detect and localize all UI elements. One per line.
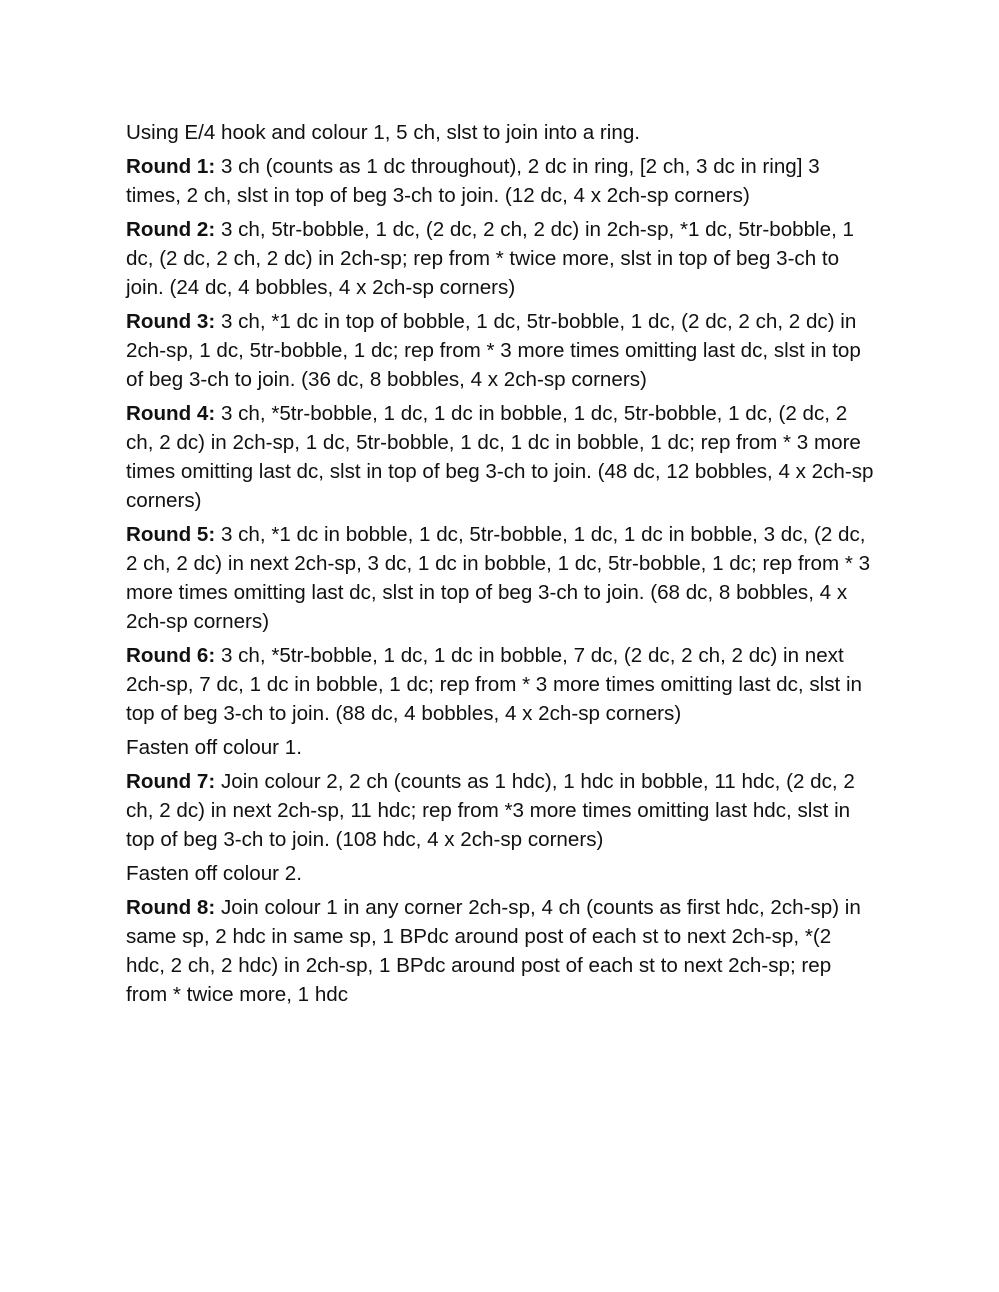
fasten-off-colour-2 [126, 859, 874, 888]
round-label: Round 6: [126, 644, 216, 667]
round-4-paragraph [126, 399, 874, 515]
paragraph-text: 3 ch, *5tr-bobble, 1 dc, 1 dc in bobble, 1 dc, 5tr-bobble, 1 dc, (2 dc, 2 ch, 2 dc) in 2ch-sp, 1 dc, 5tr-bobble, 1 dc, 1 dc in bobble, 1 dc; rep from * 3 more times omitting last dc, slst in top of beg 3-ch to join. (48 dc, 12 bobbles, 4 x 2ch-sp corners) [126, 402, 874, 512]
paragraph-text: Using E/4 hook and colour 1, 5 ch, slst to join into a ring. [126, 121, 640, 144]
round-8-paragraph [126, 893, 874, 1009]
paragraph-text: Join colour 2, 2 ch (counts as 1 hdc), 1 hdc in bobble, 11 hdc, (2 dc, 2 ch, 2 dc) in next 2ch-sp, 11 hdc; rep from *3 more times omitting last hdc, slst in top of beg 3-ch to join. (108 hdc, 4 x 2ch-sp corners) [126, 770, 855, 851]
intro-paragraph [126, 118, 874, 147]
round-2-paragraph [126, 215, 874, 302]
paragraph-text: 3 ch, *5tr-bobble, 1 dc, 1 dc in bobble, 7 dc, (2 dc, 2 ch, 2 dc) in next 2ch-sp, 7 dc, 1 dc in bobble, 1 dc; rep from * 3 more times omitting last dc, slst in top of beg 3-ch to join. (88 dc, 4 bobbles, 4 x 2ch-sp corners) [126, 644, 862, 725]
round-label: Round 8: [126, 896, 216, 919]
round-6-paragraph [126, 641, 874, 728]
round-label: Round 1: [126, 155, 216, 178]
round-label: Round 3: [126, 310, 216, 333]
paragraph-text: Fasten off colour 2. [126, 862, 302, 885]
paragraph-text: 3 ch, *1 dc in bobble, 1 dc, 5tr-bobble, 1 dc, 1 dc in bobble, 3 dc, (2 dc, 2 ch, 2 dc) in next 2ch-sp, 3 dc, 1 dc in bobble, 1 dc, 5tr-bobble, 1 dc; rep from * 3 more times omitting last dc, slst in top of beg 3-ch to join. (68 dc, 8 bobbles, 4 x 2ch-sp corners) [126, 523, 871, 633]
round-label: Round 5: [126, 523, 216, 546]
paragraph-text: 3 ch (counts as 1 dc throughout), 2 dc in ring, [2 ch, 3 dc in ring] 3 times, 2 ch, slst in top of beg 3-ch to join. (12 dc, 4 x 2ch-sp corners) [126, 155, 820, 207]
paragraph-text: Join colour 1 in any corner 2ch-sp, 4 ch (counts as first hdc, 2ch-sp) in same sp, 2 hdc in same sp, 1 BPdc around post of each st to next 2ch-sp, *(2 hdc, 2 ch, 2 hdc) in 2ch-sp, 1 BPdc around post of each st to next 2ch-sp; rep from * twice more, 1 hdc [126, 896, 861, 1006]
fasten-off-colour-1 [126, 733, 874, 762]
round-1-paragraph [126, 152, 874, 210]
round-label: Round 4: [126, 402, 216, 425]
paragraph-text: 3 ch, 5tr-bobble, 1 dc, (2 dc, 2 ch, 2 dc) in 2ch-sp, *1 dc, 5tr-bobble, 1 dc, (2 dc, 2 ch, 2 dc) in 2ch-sp; rep from * twice more, slst in top of beg 3-ch to join. (24 dc, 4 bobbles, 4 x 2ch-sp corners) [126, 218, 854, 299]
round-label: Round 7: [126, 770, 216, 793]
pattern-instructions [126, 118, 874, 1014]
round-3-paragraph [126, 307, 874, 394]
paragraph-text: Fasten off colour 1. [126, 736, 302, 759]
round-label: Round 2: [126, 218, 216, 241]
round-7-paragraph [126, 767, 874, 854]
round-5-paragraph [126, 520, 874, 636]
paragraph-text: 3 ch, *1 dc in top of bobble, 1 dc, 5tr-bobble, 1 dc, (2 dc, 2 ch, 2 dc) in 2ch-sp, 1 dc, 5tr-bobble, 1 dc; rep from * 3 more times omitting last dc, slst in top of beg 3-ch to join. (36 dc, 8 bobbles, 4 x 2ch-sp corners) [126, 310, 861, 391]
